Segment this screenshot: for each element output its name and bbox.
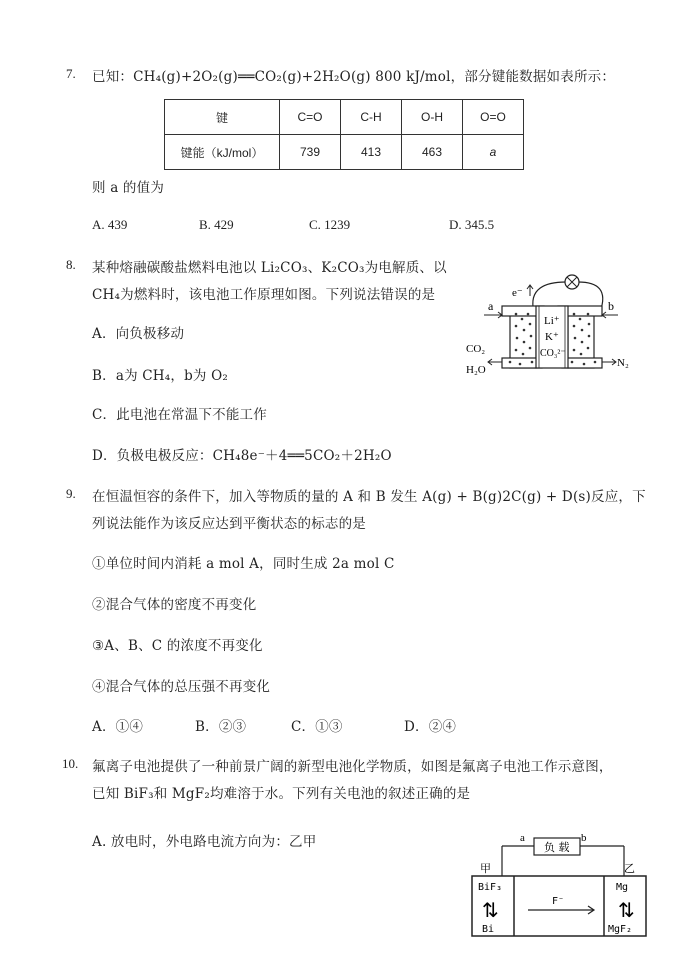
label-h2o: H₂O [466,364,486,376]
q10-number: 10. [62,756,79,771]
q8-option-c[interactable]: C．此电池在常温下不能工作 [92,407,267,423]
table-cell: 463 [402,135,463,170]
q9-option-b[interactable]: B．②③ [195,719,247,735]
load-label: 负 载 [544,841,570,854]
q8-option-a[interactable]: A．向负极移动 [92,326,185,342]
label-bi: Bi [482,924,495,935]
label-bif3: BiF₃ [478,882,503,893]
table-header-cell: O=O [463,100,524,135]
table-row [165,135,524,170]
label-fluoride: F⁻ [552,896,565,907]
q9-option-c[interactable]: C．①③ [291,719,343,735]
table-header-cell: 键 [165,100,280,135]
label-b: b [581,832,587,844]
electron-label: e⁻ [512,287,523,299]
table-row-label: 键能（kJ/mol） [165,135,280,170]
q9-option-a[interactable]: A．①④ [92,719,144,735]
label-co2: CO₂ [466,343,486,355]
q8-option-b[interactable]: B．a为 CH₄，b为 O₂ [92,368,228,384]
fuel-cell-diagram [462,262,642,377]
q7-option-b[interactable]: B. 429 [199,217,234,232]
table-cell: 739 [280,135,341,170]
table-cell: a [463,135,524,170]
label-b: b [608,299,614,313]
table-header-row [165,100,524,135]
left-equilibrium-icon: ⇅ [482,898,499,922]
q8-number: 8. [66,257,76,272]
q7-option-d[interactable]: D. 345.5 [449,217,495,232]
q9-option-d[interactable]: D．②④ [404,719,457,735]
table-header-cell: C=O [280,100,341,135]
q7-ask: 则 a 的值为 [92,180,165,196]
q9-item-1: ①单位时间内消耗 a mol A，同时生成 2a mol C [92,556,395,572]
q10-stem-line2: 已知 BiF₃和 MgF₂均难溶于水。下列有关电池的叙述正确的是 [92,786,471,802]
q7-stem: 已知：CH₄(g)+2O₂(g)══CO₂(g)+2H₂O(g) 800 kJ/mol，部分键能数据如表所示： [92,69,616,85]
fluoride-battery-diagram [468,826,652,940]
label-mg: Mg [616,882,629,893]
q7-number: 7. [66,66,76,81]
q9-number: 9. [66,486,76,501]
table-cell: 413 [341,135,402,170]
q7-option-c[interactable]: C. 1239 [309,217,351,232]
q10-stem-line1: 氟离子电池提供了一种前景广阔的新型电池化学物质，如图是氟离子电池工作示意图， [92,759,613,775]
label-a: a [488,299,494,313]
q10-option-a[interactable]: A. 放电时，外电路电流方向为：乙甲 [92,834,317,850]
q9-stem-line1: 在恒温恒容的条件下，加入等物质的量的 A 和 B 发生 A(g) + B(g)2C(g) + D(s)反应，下 [92,489,646,505]
q9-stem-line2: 列说法能作为该反应达到平衡状态的标志的是 [92,516,366,532]
right-equilibrium-icon: ⇅ [618,898,635,922]
label-n2: N₂ [617,357,629,369]
label-mgf2: MgF₂ [608,924,633,935]
label-yi: 乙 [624,862,635,875]
label-a: a [520,832,525,844]
ion-label-co3: CO₃²⁻ [540,348,566,359]
bond-energy-table [164,99,524,170]
table-header-cell: C-H [341,100,402,135]
q9-item-3: ③A、B、C 的浓度不再变化 [92,638,263,654]
ion-label-li: Li⁺ [544,315,560,327]
q9-item-2: ②混合气体的密度不再变化 [92,597,257,613]
q7-option-a[interactable]: A. 439 [92,217,128,232]
q8-stem-line1: 某种熔融碳酸盐燃料电池以 Li₂CO₃、K₂CO₃为电解质、以 [92,260,447,276]
q9-item-4: ④混合气体的总压强不再变化 [92,679,271,695]
ion-label-k: K⁺ [545,331,559,343]
label-jia: 甲 [480,862,491,875]
table-header-cell: O-H [402,100,463,135]
q8-stem-line2: CH₄为燃料时，该电池工作原理如图。下列说法错误的是 [92,287,436,303]
q8-option-d[interactable]: D．负极电极反应：CH₄8e⁻＋4══5CO₂＋2H₂O [92,448,392,464]
